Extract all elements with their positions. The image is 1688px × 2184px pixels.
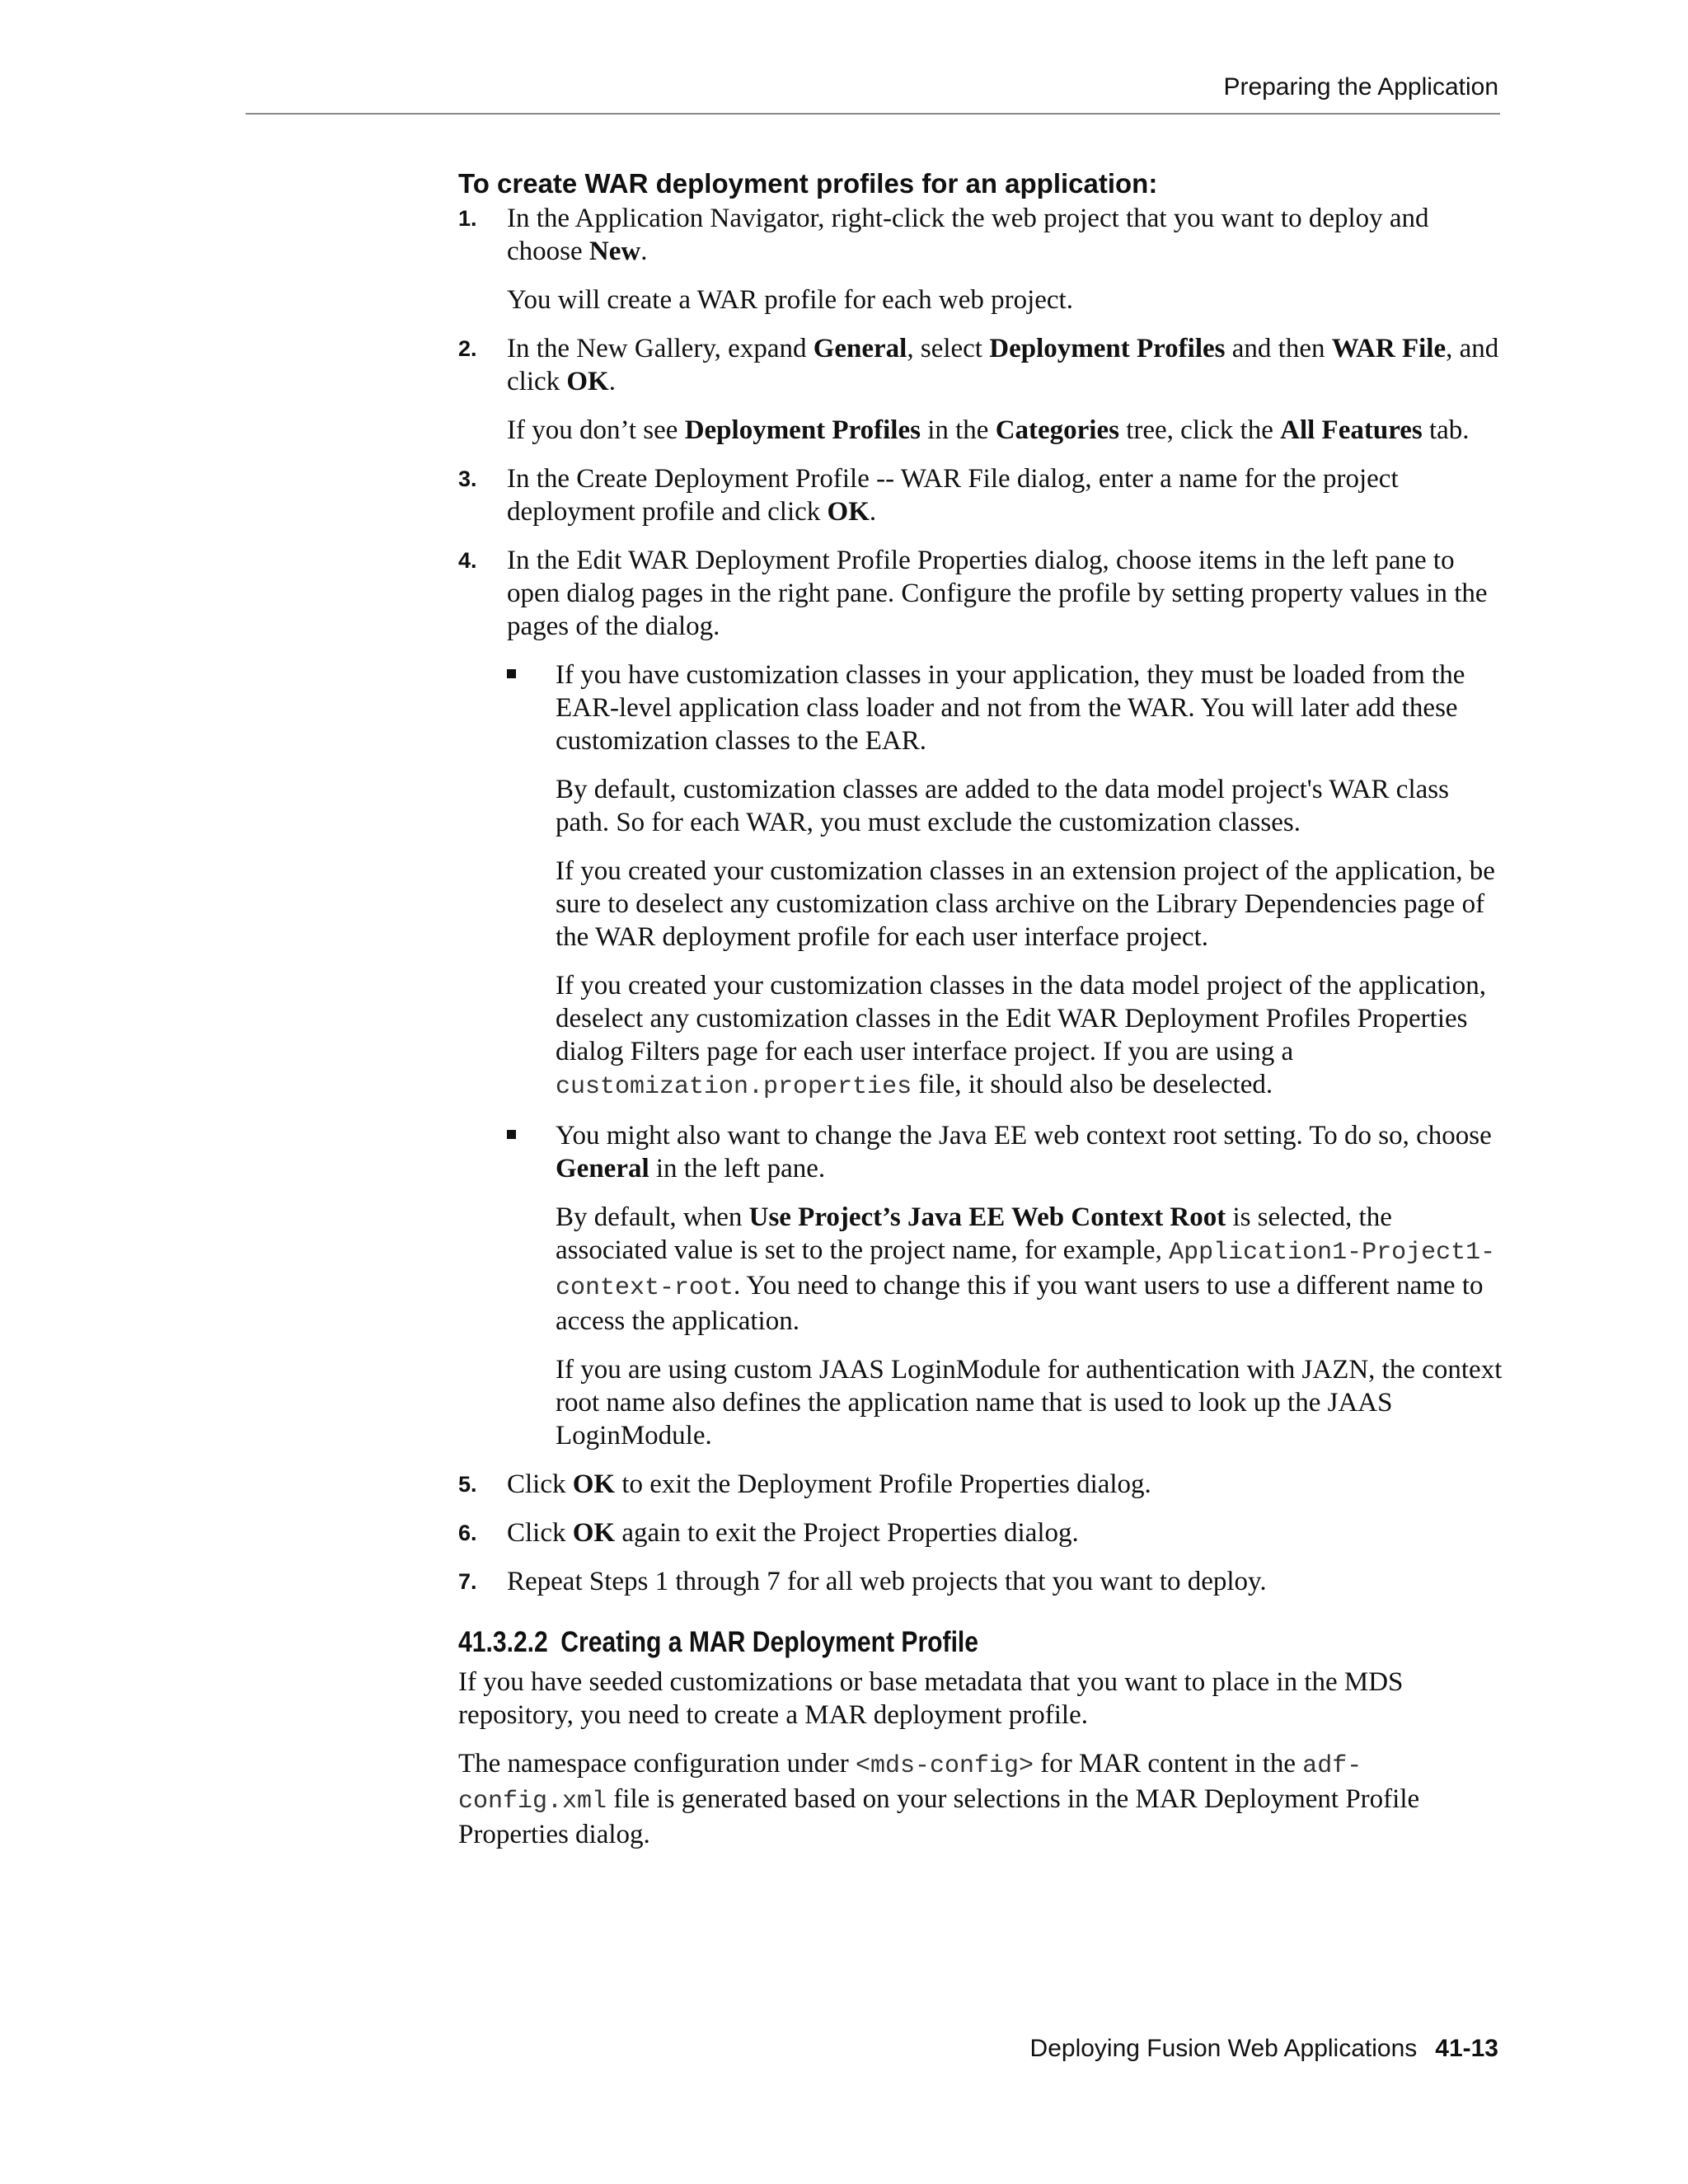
step-number: 3. — [458, 466, 477, 491]
step-7 — [458, 1565, 1505, 1598]
code-element-name: <mds-config> — [855, 1752, 1034, 1780]
step-text: In the Edit WAR Deployment Profile Properties dialog, choose items in the left pane to open dialog pages in the right pane. Configure the profile by setting property values in the pages of the dialog. — [507, 546, 1488, 641]
step-text: In the Application Navigator, right-click the web project that you want to deploy and choose New. — [507, 204, 1429, 266]
step-number: 1. — [458, 206, 477, 231]
bullet-item — [507, 1119, 1505, 1452]
page-number: 41-13 — [1435, 2035, 1498, 2062]
step-note: If you don’t see Deployment Profiles in the Categories tree, click the All Features tab. — [507, 415, 1470, 445]
section-paragraph: The namespace configuration under <mds-config> for MAR content in the adf-config.xml file is generated based on your selections in the MAR Deployment Profile Properties dialog. — [458, 1749, 1420, 1849]
step-4 — [458, 544, 1505, 1452]
code-filename: customization.properties — [556, 1073, 912, 1101]
step-note: You will create a WAR profile for each web project. — [507, 285, 1073, 315]
step-number: 5. — [458, 1472, 477, 1497]
step-5 — [458, 1468, 1505, 1501]
step-number: 4. — [458, 548, 477, 573]
step-4-bullets — [507, 658, 1505, 1452]
bullet-text: By default, customization classes are added to the data model project's WAR class path. So for each WAR, you must exclude the customization classes. — [556, 775, 1449, 837]
bullet-square-icon — [507, 669, 516, 678]
step-number: 6. — [458, 1521, 477, 1545]
step-2 — [458, 332, 1505, 447]
bullet-text: If you created your customization classes in the data model project of the application, deselect any customization classes in the Edit WAR Deployment Profiles Properties dialog Filters page for each user interface project. If you are using a customization.properties file, it should also be deselected. — [556, 971, 1486, 1101]
section-number: 41.3.2.2 — [458, 1626, 548, 1658]
step-text: In the New Gallery, expand General, select Deployment Profiles and then WAR File, and click OK. — [507, 334, 1499, 396]
code-filename: adf-config.xml — [458, 1752, 1362, 1816]
footer-book-title: Deploying Fusion Web Applications — [1029, 2035, 1418, 2062]
bullet-text: You might also want to change the Java EE web context root setting. To do so, choose General in the left pane. — [556, 1121, 1492, 1183]
step-text: Click OK to exit the Deployment Profile Properties dialog. — [507, 1469, 1151, 1499]
step-3 — [458, 462, 1505, 528]
bullet-text: If you created your customization classes in an extension project of the application, be sure to deselect any customization class archive on the Library Dependencies page of the WAR deployment profile for each user interface project. — [556, 856, 1495, 952]
section-heading — [458, 1624, 1358, 1661]
bullet-text: If you have customization classes in your application, they must be loaded from the EAR-level application class loader and not from the WAR. You will later add these customization classes to the EAR. — [556, 660, 1465, 756]
code-context-root: Application1-Project1-context-root — [556, 1239, 1496, 1302]
step-1 — [458, 202, 1505, 316]
step-text: Click OK again to exit the Project Properties dialog. — [507, 1518, 1079, 1548]
page-body — [458, 167, 1505, 1867]
section-paragraph: If you have seeded customizations or base metadata that you want to place in the MDS repository, you need to create a MAR deployment profile. — [458, 1667, 1404, 1730]
running-header: Preparing the Application — [1223, 73, 1498, 101]
procedure-title: To create WAR deployment profiles for an application: — [458, 168, 1158, 199]
procedure-steps — [458, 202, 1505, 1598]
bullet-item — [507, 658, 1505, 1104]
header-rule — [246, 113, 1500, 115]
step-text: In the Create Deployment Profile -- WAR File dialog, enter a name for the project deployment profile and click OK. — [507, 464, 1399, 527]
bullet-text: If you are using custom JAAS LoginModule for authentication with JAZN, the context root name also defines the application name that is used to look up the JAAS LoginModule. — [556, 1355, 1503, 1451]
page-footer — [246, 2034, 1498, 2064]
step-text: Repeat Steps 1 through 7 for all web projects that you want to deploy. — [507, 1567, 1267, 1596]
bullet-square-icon — [507, 1130, 516, 1139]
step-number: 7. — [458, 1569, 477, 1594]
bullet-text: By default, when Use Project’s Java EE Web Context Root is selected, the associated value is set to the project name, for example, Application1-Project1-context-root. You need to change this if you want users to use a different name to access the application. — [556, 1202, 1496, 1336]
step-number: 2. — [458, 336, 477, 361]
step-6 — [458, 1516, 1505, 1549]
section-title: Creating a MAR Deployment Profile — [560, 1626, 979, 1658]
